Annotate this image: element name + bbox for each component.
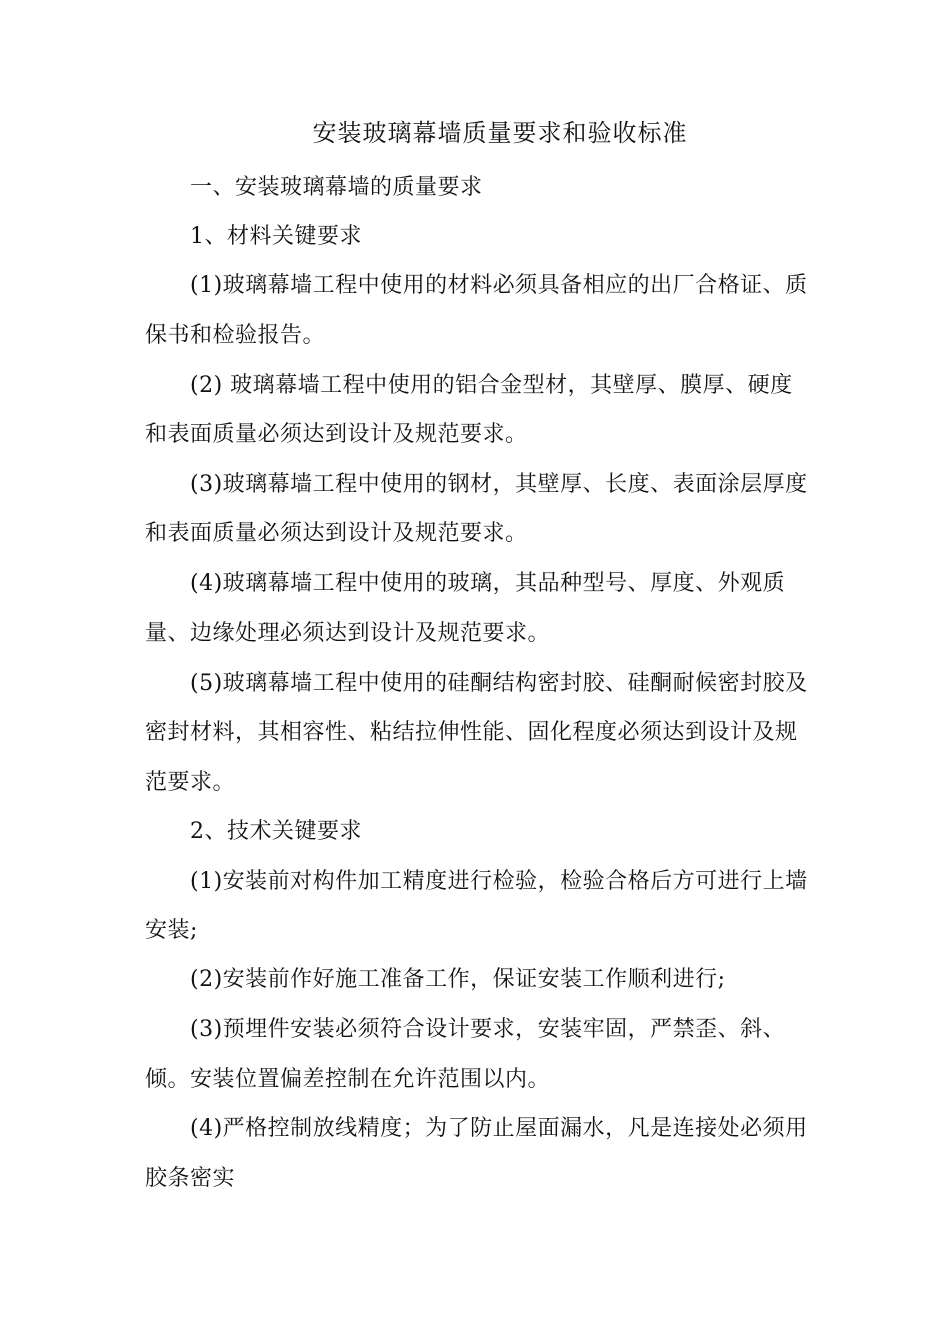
paragraph-line: 安装;: [145, 918, 198, 943]
paragraph-line: 密封材料，其相容性、粘结拉伸性能、固化程度必须达到设计及规: [145, 720, 798, 745]
paragraph-line: 和表面质量必须达到设计及规范要求。: [145, 422, 528, 447]
paragraph-line: (1)玻璃幕墙工程中使用的材料必须具备相应的出厂合格证、质: [190, 273, 808, 298]
paragraph-line: (1)安装前对构件加工精度进行检验，检验合格后方可进行上墙: [190, 869, 808, 894]
paragraph-line: (5)玻璃幕墙工程中使用的硅酮结构密封胶、硅酮耐候密封胶及: [190, 671, 808, 696]
paragraph-line: (4)严格控制放线精度；为了防止屋面漏水，凡是连接处必须用: [190, 1116, 808, 1141]
section-heading: 一、安装玻璃幕墙的质量要求: [190, 175, 483, 200]
paragraph-line: 胶条密实: [145, 1166, 236, 1191]
paragraph-line: (3)预埋件安装必须符合设计要求，安装牢固，严禁歪、斜、: [190, 1017, 786, 1042]
paragraph-line: (2) 玻璃幕墙工程中使用的铝合金型材，其壁厚、膜厚、硬度: [190, 373, 793, 398]
paragraph-line: (4)玻璃幕墙工程中使用的玻璃，其品种型号、厚度、外观质: [190, 571, 786, 596]
paragraph-line: (3)玻璃幕墙工程中使用的钢材，其壁厚、长度、表面涂层厚度: [190, 472, 808, 497]
paragraph-line: 和表面质量必须达到设计及规范要求。: [145, 521, 528, 546]
paragraph-line: 倾。安装位置偏差控制在允许范围以内。: [145, 1067, 551, 1092]
document-title: 安装玻璃幕墙质量要求和验收标准: [312, 119, 688, 147]
paragraph-line: 量、边缘处理必须达到设计及规范要求。: [145, 621, 551, 646]
paragraph-line: 范要求。: [145, 770, 236, 795]
paragraph-line: 保书和检验报告。: [145, 323, 326, 348]
paragraph-line: (2)安装前作好施工准备工作，保证安装工作顺利进行;: [190, 967, 726, 992]
subsection-heading: 2、技术关键要求: [190, 819, 362, 844]
subsection-heading: 1、材料关键要求: [190, 224, 362, 249]
